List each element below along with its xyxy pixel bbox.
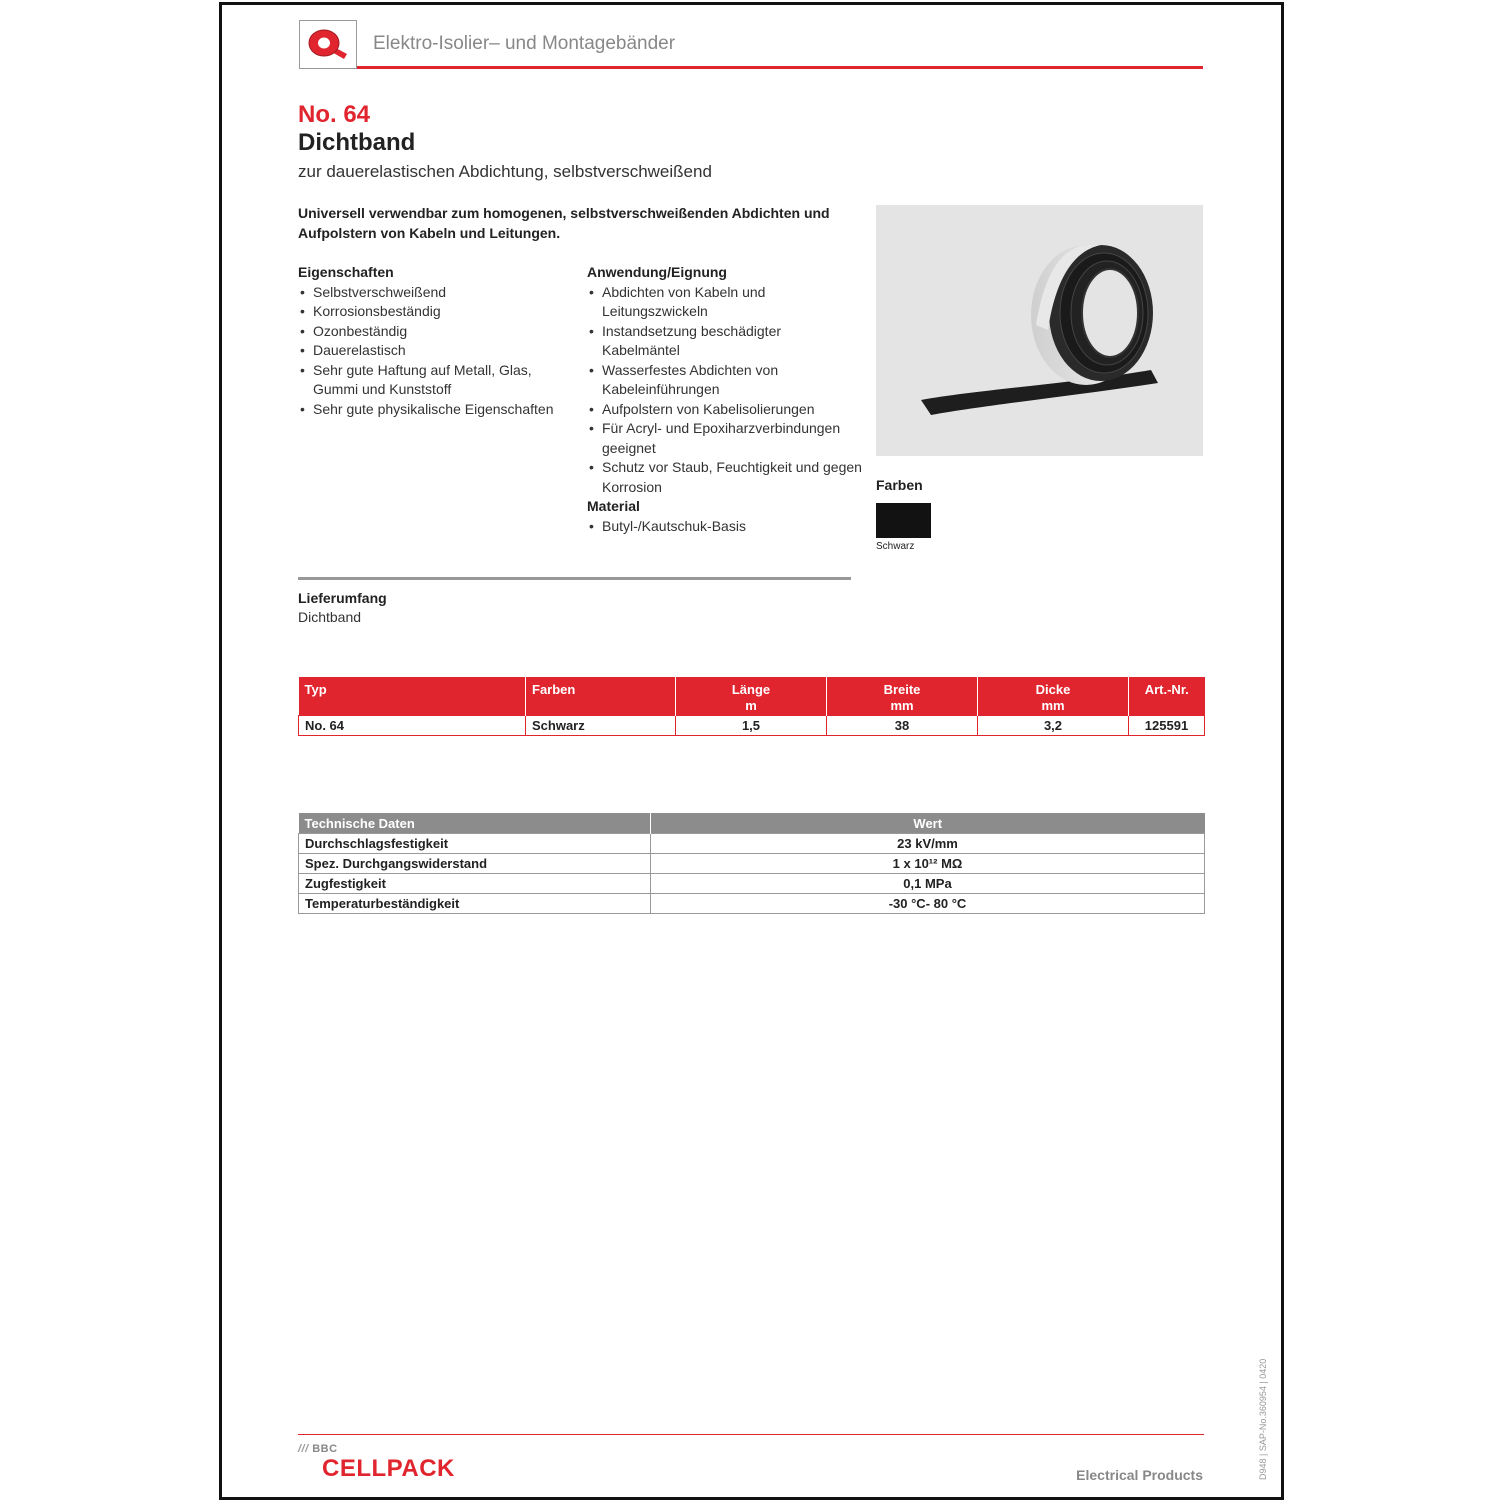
table-header-row xyxy=(299,813,1205,834)
table-cell: Spez. Durchgangswiderstand xyxy=(299,854,651,874)
anwendung-title: Anwendung/Eignung xyxy=(587,264,727,280)
material-list xyxy=(587,517,862,537)
list-item: • Schutz vor Staub, Feuchtigkeit und gegen Korrosion xyxy=(587,458,862,497)
table-row xyxy=(299,874,1205,894)
list-item: • Dauerelastisch xyxy=(298,341,568,361)
column-header: Dicke mm xyxy=(978,677,1129,715)
table-row xyxy=(299,715,1205,735)
document-code: D948 | SAP-No.360954 | 0420 xyxy=(1258,1358,1268,1480)
color-swatch-label: Schwarz xyxy=(876,541,915,552)
product-number: No. 64 xyxy=(298,101,371,128)
table-header-row xyxy=(299,677,1205,715)
list-item: • Instandsetzung beschädigter Kabelmäntel xyxy=(587,322,862,361)
list-item: • Wasserfestes Abdichten von Kabeleinführungen xyxy=(587,361,862,400)
eigenschaften-list xyxy=(298,283,568,420)
table-cell: Temperaturbeständigkeit xyxy=(299,894,651,914)
column-header: Technische Daten xyxy=(299,813,651,834)
table-cell: 38 xyxy=(827,715,978,735)
eigenschaften-title: Eigenschaften xyxy=(298,264,394,280)
list-item: • Sehr gute physikalische Eigenschaften xyxy=(298,400,568,420)
column-header: Farben xyxy=(526,677,676,715)
table-cell: 3,2 xyxy=(978,715,1129,735)
header-divider xyxy=(357,66,1203,69)
list-item: • Korrosionsbeständig xyxy=(298,302,568,322)
column-header: Breite mm xyxy=(827,677,978,715)
table-cell: No. 64 xyxy=(299,715,526,735)
list-item: • Aufpolstern von Kabelisolierungen xyxy=(587,400,862,420)
list-item: • Ozonbeständig xyxy=(298,322,568,342)
table-cell: Schwarz xyxy=(526,715,676,735)
tech-data-table xyxy=(298,813,1205,914)
brand-tagline: Electrical Products xyxy=(1076,1467,1203,1483)
lieferumfang-value: Dichtband xyxy=(298,609,362,625)
product-photo xyxy=(876,205,1203,456)
anwendung-section xyxy=(587,263,862,536)
table-cell: 1 x 10¹² MΩ xyxy=(651,854,1205,874)
product-subtitle: zur dauerelastischen Abdichtung, selbstverschweißend xyxy=(298,162,712,181)
anwendung-list xyxy=(587,283,862,498)
list-item: • Butyl-/Kautschuk-Basis xyxy=(587,517,862,537)
brand-logo: CELLPACK xyxy=(322,1455,455,1482)
table-row xyxy=(299,834,1205,854)
list-item: • Für Acryl- und Epoxiharzverbindungen geeignet xyxy=(587,419,862,458)
product-name: Dichtband xyxy=(298,129,416,156)
table-cell: Zugfestigkeit xyxy=(299,874,651,894)
material-title: Material xyxy=(587,498,640,514)
category-title: Elektro-Isolier– und Montagebänder xyxy=(373,33,676,54)
logo-slashes-icon: /// xyxy=(298,1443,313,1455)
table-cell: -30 °C- 80 °C xyxy=(651,894,1205,914)
color-swatch-black xyxy=(876,503,931,538)
column-header: Typ xyxy=(299,677,526,715)
table-cell: 125591 xyxy=(1129,715,1205,735)
section-divider xyxy=(298,577,851,580)
lieferumfang-title: Lieferumfang xyxy=(298,590,387,606)
table-row xyxy=(299,854,1205,874)
farben-title: Farben xyxy=(876,477,923,493)
product-table xyxy=(298,677,1205,736)
table-cell: 1,5 xyxy=(676,715,827,735)
bbc-logo-text: /// BBC xyxy=(298,1443,338,1455)
list-item: • Selbstverschweißend xyxy=(298,283,568,303)
column-header: Art.-Nr. xyxy=(1129,677,1205,715)
column-header: Länge m xyxy=(676,677,827,715)
footer-divider xyxy=(298,1434,1204,1435)
eigenschaften-section xyxy=(298,263,568,419)
column-header: Wert xyxy=(651,813,1205,834)
table-cell: 23 kV/mm xyxy=(651,834,1205,854)
table-row xyxy=(299,894,1205,914)
table-cell: Durchschlagsfestigkeit xyxy=(299,834,651,854)
intro-text: Universell verwendbar zum homogenen, selbstverschweißenden Abdichten und Aufpolstern von Kabeln und Leitungen. xyxy=(298,205,830,241)
table-cell: 0,1 MPa xyxy=(651,874,1205,894)
list-item: • Abdichten von Kabeln und Leitungszwickeln xyxy=(587,283,862,322)
tape-roll-icon xyxy=(299,20,357,69)
list-item: • Sehr gute Haftung auf Metall, Glas, Gummi und Kunststoff xyxy=(298,361,568,400)
